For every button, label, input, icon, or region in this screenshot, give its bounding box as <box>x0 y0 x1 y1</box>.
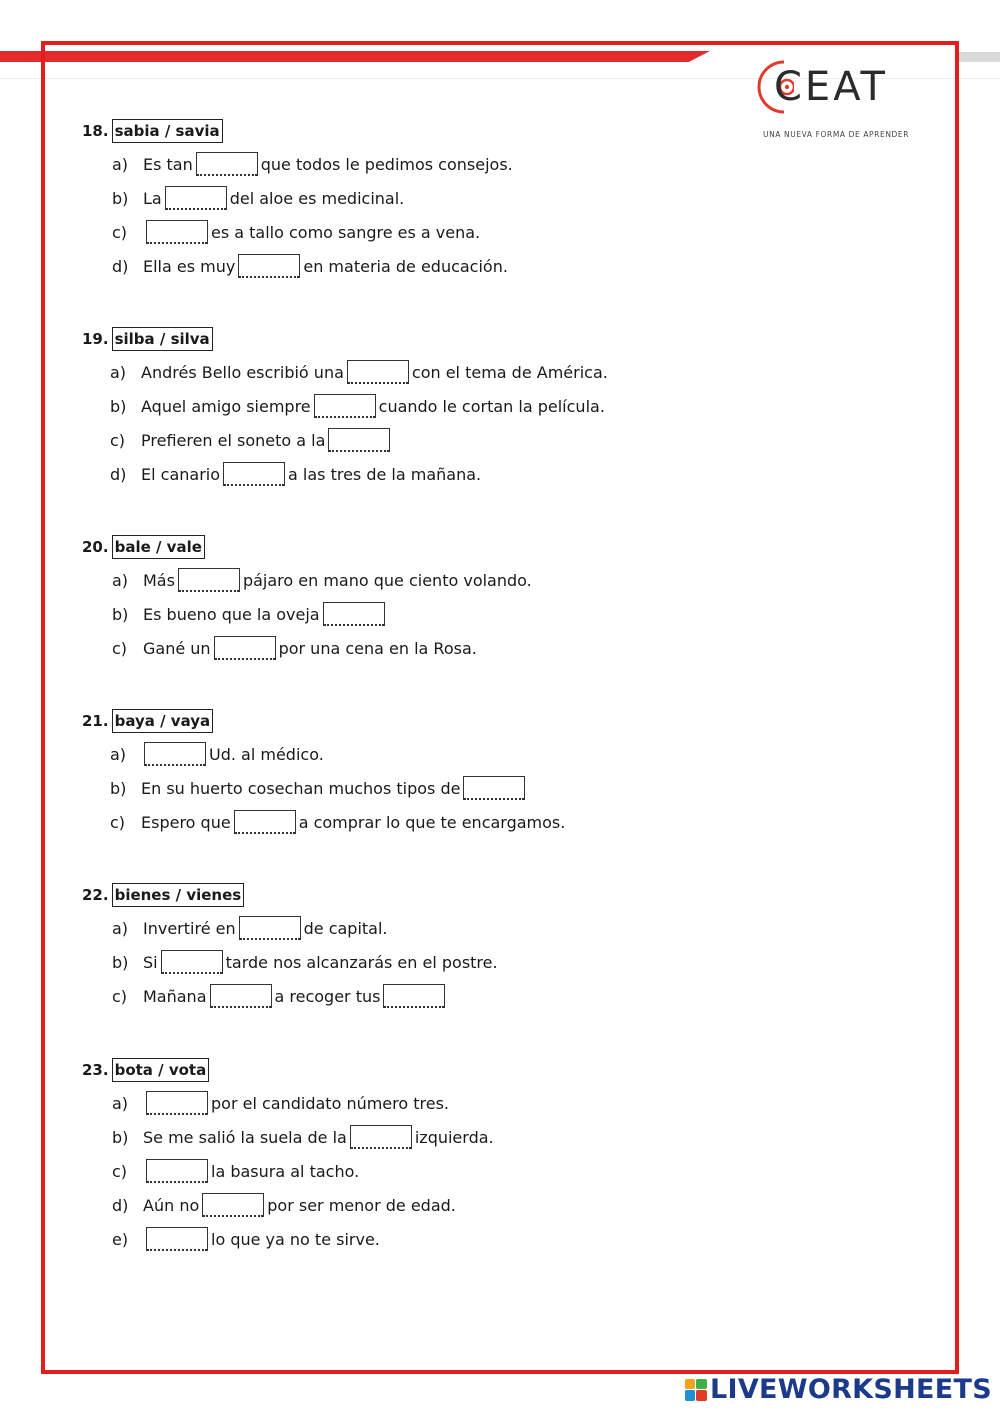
sentence-text-before: Invertiré en <box>143 919 236 938</box>
sentence-item <box>82 628 532 662</box>
exercise-number: 21. <box>82 712 109 730</box>
sentence-text-after: de capital. <box>303 919 388 938</box>
exercise-number: 22. <box>82 886 109 904</box>
item-letter: d) <box>110 465 127 484</box>
sentence-text-after: a las tres de la mañana. <box>288 465 482 484</box>
exercise-section <box>82 882 498 1010</box>
answer-blank[interactable] <box>210 984 272 1008</box>
exercise-section <box>82 1057 494 1253</box>
sentence-text-after: con el tema de América. <box>411 363 608 382</box>
item-letter: c) <box>112 1162 128 1181</box>
sentence-item <box>82 386 608 420</box>
exercise-heading <box>82 708 565 734</box>
sentence-text-before: Es bueno que la oveja <box>143 605 320 624</box>
item-letter: a) <box>112 155 129 174</box>
item-letter: b) <box>112 605 129 624</box>
sentence-text-before: El canario <box>141 465 220 484</box>
sentence-text-after: a comprar lo que te encargamos. <box>298 813 566 832</box>
liveworksheets-footer <box>685 1374 992 1405</box>
sentence-text-before: Es tan <box>143 155 193 174</box>
sentence-item <box>82 594 532 628</box>
sentence-text-after: lo que ya no te sirve. <box>211 1230 380 1249</box>
answer-blank[interactable] <box>146 220 208 244</box>
answer-blank[interactable] <box>146 1227 208 1251</box>
answer-blank[interactable] <box>146 1159 208 1183</box>
sentence-text-before: Ella es muy <box>143 257 236 276</box>
item-letter: b) <box>112 953 129 972</box>
exercise-heading <box>82 1057 494 1083</box>
sentence-text-after: cuando le cortan la película. <box>378 397 605 416</box>
liveworksheets-brand: LIVEWORKSHEETS <box>709 1374 992 1405</box>
sentence-text-before: Prefieren el soneto a la <box>141 431 326 450</box>
answer-blank[interactable] <box>178 568 240 592</box>
sentence-item <box>82 976 498 1010</box>
item-letter: b) <box>110 397 127 416</box>
exercise-section <box>82 708 565 836</box>
item-letter: c) <box>110 813 126 832</box>
sentence-item <box>82 144 513 178</box>
sentence-text-before: Gané un <box>143 639 211 658</box>
sentence-text-after: la basura al tacho. <box>211 1162 360 1181</box>
answer-blank[interactable] <box>314 394 376 418</box>
sentence-text-before: La <box>143 189 162 208</box>
sentence-text-after: es a tallo como sangre es a vena. <box>211 223 481 242</box>
item-letter: a) <box>112 919 129 938</box>
sentence-item <box>82 1117 494 1151</box>
sentence-text-after: Ud. al médico. <box>209 745 324 764</box>
exercise-number: 18. <box>82 122 109 140</box>
answer-blank[interactable] <box>239 916 301 940</box>
sentence-text-before: Espero que <box>141 813 231 832</box>
sentence-item <box>82 734 565 768</box>
item-letter: d) <box>112 1196 129 1215</box>
sentence-text-before: Se me salió la suela de la <box>143 1128 347 1147</box>
sentence-item <box>82 560 532 594</box>
answer-blank[interactable] <box>350 1125 412 1149</box>
exercise-number: 19. <box>82 330 109 348</box>
answer-blank[interactable] <box>165 186 227 210</box>
exercise-number: 20. <box>82 538 109 556</box>
word-pair: bale / vale <box>112 535 205 559</box>
sentence-text-before: Aún no <box>143 1196 200 1215</box>
item-letter: b) <box>112 189 129 208</box>
exercise-section <box>82 534 532 662</box>
item-letter: d) <box>112 257 129 276</box>
sentence-text-before: Más <box>143 571 175 590</box>
item-letter: a) <box>112 1094 129 1113</box>
answer-blank[interactable] <box>214 636 276 660</box>
item-letter: a) <box>110 745 127 764</box>
sentence-text-after: izquierda. <box>414 1128 494 1147</box>
item-letter: c) <box>112 639 128 658</box>
sentence-item <box>82 420 608 454</box>
logo-text: CEAT <box>774 64 888 110</box>
word-pair: baya / vaya <box>112 709 214 733</box>
exercise-heading <box>82 118 513 144</box>
item-letter: a) <box>112 571 129 590</box>
sentence-item <box>82 942 498 976</box>
item-letter: c) <box>110 431 126 450</box>
item-letter: a) <box>110 363 127 382</box>
answer-blank[interactable] <box>146 1091 208 1115</box>
item-letter: c) <box>112 987 128 1006</box>
logo-tagline: UNA NUEVA FORMA DE APRENDER <box>763 130 910 139</box>
item-letter: b) <box>112 1128 129 1147</box>
answer-blank[interactable] <box>234 810 296 834</box>
sentence-text-after: por una cena en la Rosa. <box>278 639 477 658</box>
answer-blank[interactable] <box>238 254 300 278</box>
answer-blank[interactable] <box>328 428 390 452</box>
sentence-text-after: que todos le pedimos consejos. <box>260 155 513 174</box>
sentence-text-after: en materia de educación. <box>303 257 508 276</box>
answer-blank[interactable] <box>144 742 206 766</box>
word-pair: silba / silva <box>112 327 213 351</box>
sentence-item <box>82 908 498 942</box>
answer-blank[interactable] <box>463 776 525 800</box>
answer-blank[interactable] <box>202 1193 264 1217</box>
sentence-item <box>82 1185 494 1219</box>
sentence-item <box>82 768 565 802</box>
answer-blank[interactable] <box>347 360 409 384</box>
sentence-item <box>82 212 513 246</box>
answer-blank[interactable] <box>223 462 285 486</box>
answer-blank[interactable] <box>323 602 385 626</box>
sentence-item <box>82 802 565 836</box>
sentence-text-after: por el candidato número tres. <box>211 1094 450 1113</box>
sentence-text-before: Andrés Bello escribió una <box>141 363 344 382</box>
exercise-heading <box>82 534 532 560</box>
sentence-text-before: Mañana <box>143 987 207 1006</box>
sentence-item <box>82 1083 494 1117</box>
sentence-text-before: Si <box>143 953 158 972</box>
word-pair: bienes / vienes <box>112 883 245 907</box>
sentence-item <box>82 246 513 280</box>
liveworksheets-icon <box>685 1379 707 1401</box>
exercise-section <box>82 118 513 280</box>
sentence-item <box>82 178 513 212</box>
sentence-text-after: del aloe es medicinal. <box>229 189 405 208</box>
sentence-text-after: por ser menor de edad. <box>267 1196 456 1215</box>
answer-blank[interactable] <box>383 984 445 1008</box>
sentence-text-after: tarde nos alcanzarás en el postre. <box>225 953 498 972</box>
sentence-text-before: Aquel amigo siempre <box>141 397 311 416</box>
item-letter: e) <box>112 1230 129 1249</box>
exercise-heading <box>82 882 498 908</box>
sentence-item <box>82 454 608 488</box>
sentence-item <box>82 1151 494 1185</box>
exercise-number: 23. <box>82 1061 109 1079</box>
answer-blank[interactable] <box>161 950 223 974</box>
exercise-section <box>82 326 608 488</box>
word-pair: sabia / savia <box>112 119 223 143</box>
sentence-text-before: En su huerto cosechan muchos tipos de <box>141 779 461 798</box>
word-pair: bota / vota <box>112 1058 210 1082</box>
sentence-item <box>82 352 608 386</box>
sentence-text-after: pájaro en mano que ciento volando. <box>242 571 532 590</box>
sentence-item <box>82 1219 494 1253</box>
item-letter: b) <box>110 779 127 798</box>
item-letter: c) <box>112 223 128 242</box>
answer-blank[interactable] <box>196 152 258 176</box>
exercise-heading <box>82 326 608 352</box>
sentence-text-after: a recoger tus <box>274 987 381 1006</box>
header-grey-stripe <box>958 52 1000 62</box>
